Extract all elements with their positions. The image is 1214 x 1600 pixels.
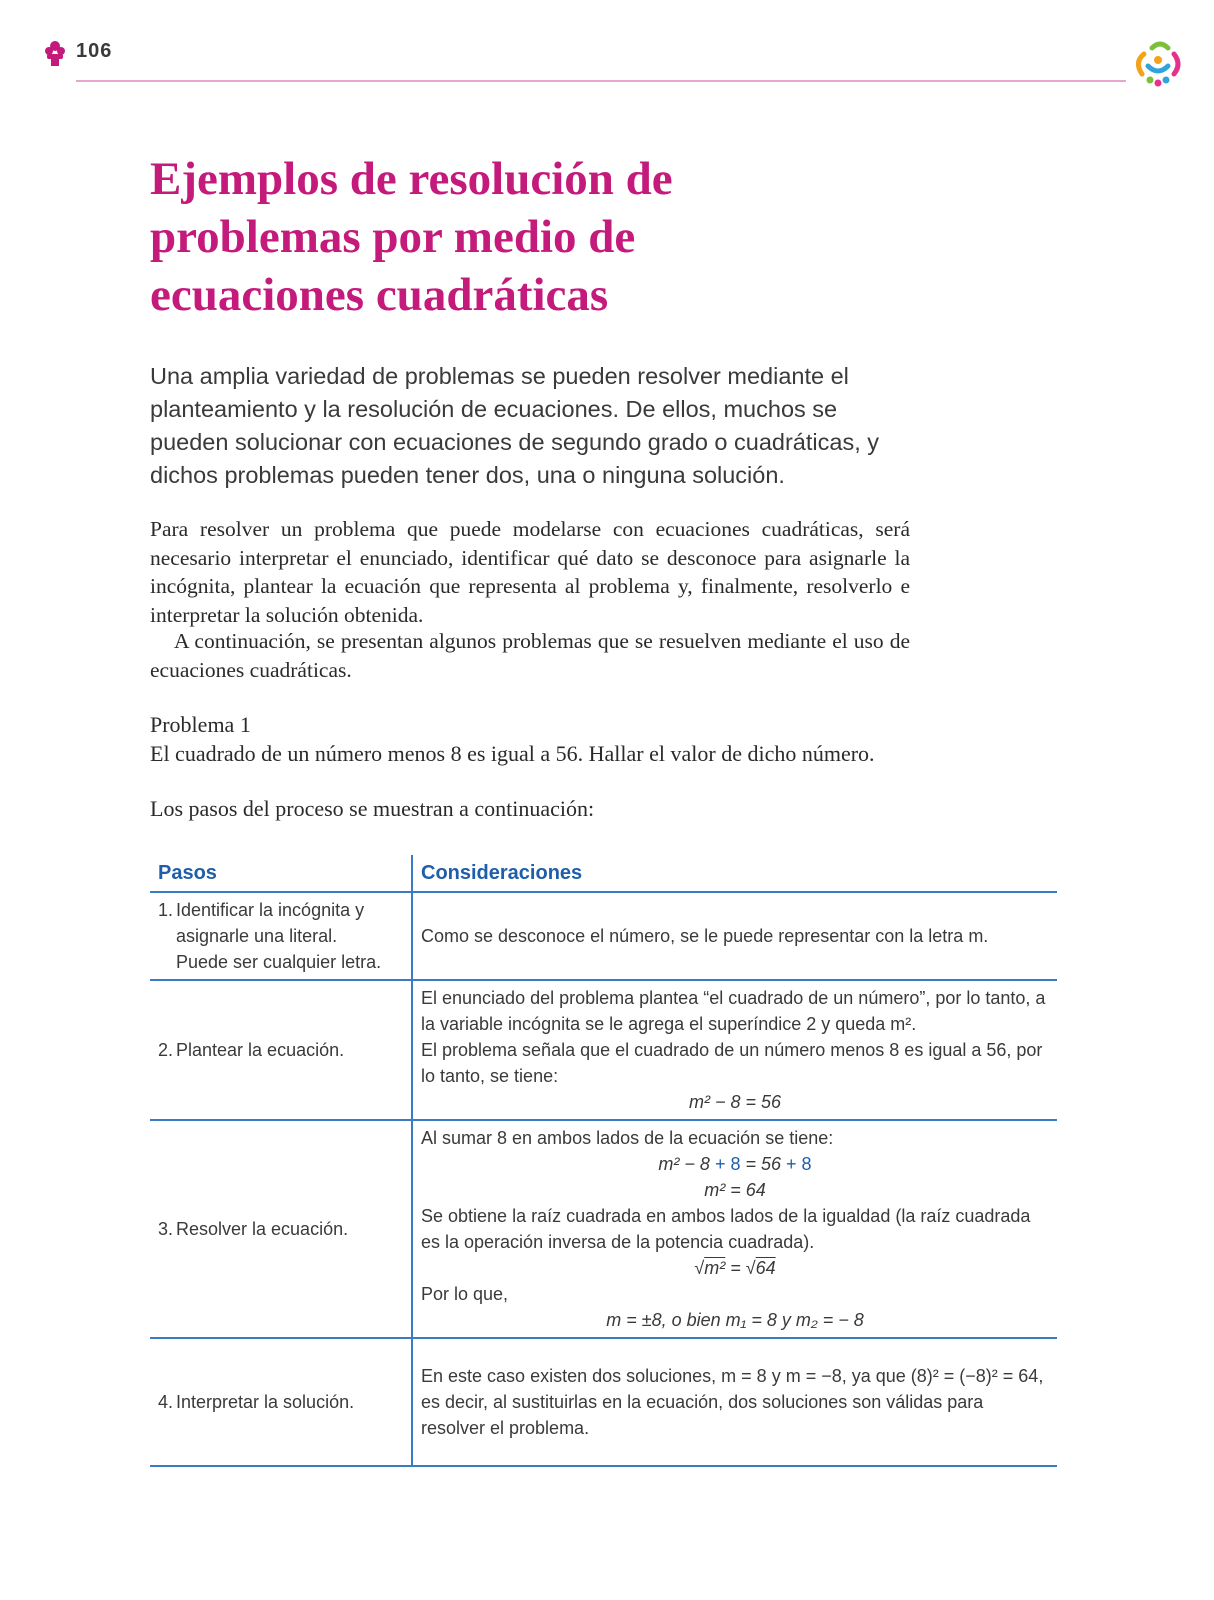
header-rule bbox=[76, 80, 1126, 82]
equation-part: m² bbox=[704, 1258, 726, 1278]
problem-statement: El cuadrado de un número menos 8 es igual a 56. Hallar el valor de dicho número. bbox=[150, 741, 875, 766]
table-row bbox=[150, 1338, 1057, 1466]
step-number: 4. bbox=[158, 1392, 174, 1412]
consideration-cell bbox=[412, 892, 1057, 980]
header-consideraciones: Consideraciones bbox=[412, 855, 1057, 892]
equation: m² − 8 = 56 bbox=[688, 1092, 782, 1112]
sqrt-icon: √ bbox=[745, 1258, 756, 1278]
equation-added-term: + 8 bbox=[714, 1154, 741, 1174]
consideration-cell bbox=[412, 980, 1057, 1120]
steps-intro: Los pasos del proceso se muestran a continuación: bbox=[150, 796, 595, 821]
equation bbox=[421, 1255, 1049, 1281]
equation-part: 64 bbox=[755, 1258, 776, 1278]
table-row bbox=[150, 1120, 1057, 1338]
sqrt-icon: √ bbox=[694, 1258, 705, 1278]
steps-table bbox=[150, 855, 1057, 1467]
consideration-cell bbox=[412, 1120, 1057, 1338]
step-number: 2. bbox=[158, 1040, 174, 1060]
step-text: Identificar la incógnita y asignarle una literal. Puede ser cualquier letra. bbox=[176, 900, 382, 972]
step-number: 3. bbox=[158, 1219, 174, 1239]
table-row bbox=[150, 892, 1057, 980]
step-cell bbox=[150, 892, 412, 980]
consideration-text: En este caso existen dos soluciones, m = 8 y m = −8, ya que (8)² = (−8)² = 64, es decir, al sustituirlas en la ecuación, dos soluciones son válidas para resolver el problema. bbox=[421, 1366, 1044, 1438]
page-header bbox=[40, 36, 1140, 86]
step-cell bbox=[150, 980, 412, 1120]
step-text: Resolver la ecuación. bbox=[176, 1219, 349, 1239]
body-paragraph: A continuación, se presentan algunos problemas que se resuelven mediante el uso de ecuaciones cuadráticas. bbox=[150, 629, 910, 682]
step-number: 1. bbox=[158, 900, 174, 920]
consideration-text: Al sumar 8 en ambos lados de la ecuación se tiene: bbox=[421, 1128, 834, 1148]
equation bbox=[421, 1151, 1049, 1177]
consideration-text: El problema señala que el cuadrado de un número menos 8 es igual a 56, por lo tanto, se tiene: bbox=[421, 1040, 1043, 1086]
equation: m² = 64 bbox=[704, 1180, 766, 1200]
consideration-text: Por lo que, bbox=[421, 1284, 509, 1304]
consideration-cell bbox=[412, 1338, 1057, 1466]
consideration-text: Se obtiene la raíz cuadrada en ambos lados de la igualdad (la raíz cuadrada es la operación inversa de la potencia cuadrada). bbox=[421, 1206, 1031, 1252]
equals-sign: = bbox=[730, 1258, 746, 1278]
body-paragraph: Para resolver un problema que puede modelarse con ecuaciones cuadráticas, será necesario interpretar el enunciado, identificar qué dato se desconoce para asignarle la incógnita, plantear la ecuación que representa al problema y, finalmente, resolverlo e interpretar la solución obtenida. bbox=[150, 517, 910, 627]
table-header-row bbox=[150, 855, 1057, 892]
equation-added-term: + 8 bbox=[786, 1154, 812, 1174]
publisher-logo-icon bbox=[1130, 36, 1186, 90]
step-cell bbox=[150, 1120, 412, 1338]
equation-part: = 56 bbox=[745, 1154, 782, 1174]
intro-paragraph: Una amplia variedad de problemas se pueden resolver mediante el planteamiento y la resolución de ecuaciones. De ellos, muchos se pueden solucionar con ecuaciones de segundo grado o cuadráticas, y dichos problemas pueden tener dos, una o ninguna solución. bbox=[150, 363, 880, 488]
problem-label: Problema 1 bbox=[150, 712, 251, 737]
header-pasos: Pasos bbox=[150, 855, 412, 892]
step-text: Plantear la ecuación. bbox=[176, 1040, 345, 1060]
flower-ornament-icon bbox=[42, 38, 68, 68]
consideration-text: El enunciado del problema plantea “el cuadrado de un número”, por lo tanto, a la variable incógnita se le agrega el superíndice 2 y queda m². bbox=[421, 988, 1046, 1034]
page-number: 106 bbox=[76, 40, 113, 62]
equation-part: m² − 8 bbox=[658, 1154, 710, 1174]
step-text: Interpretar la solución. bbox=[176, 1392, 355, 1412]
equation: m = ±8, o bien m₁ = 8 y m₂ = − 8 bbox=[606, 1310, 864, 1330]
page-title: Ejemplos de resolución de problemas por medio de ecuaciones cuadráticas bbox=[150, 153, 673, 321]
table-row bbox=[150, 980, 1057, 1120]
step-cell bbox=[150, 1338, 412, 1466]
consideration-text: Como se desconoce el número, se le puede representar con la letra m. bbox=[421, 926, 989, 946]
